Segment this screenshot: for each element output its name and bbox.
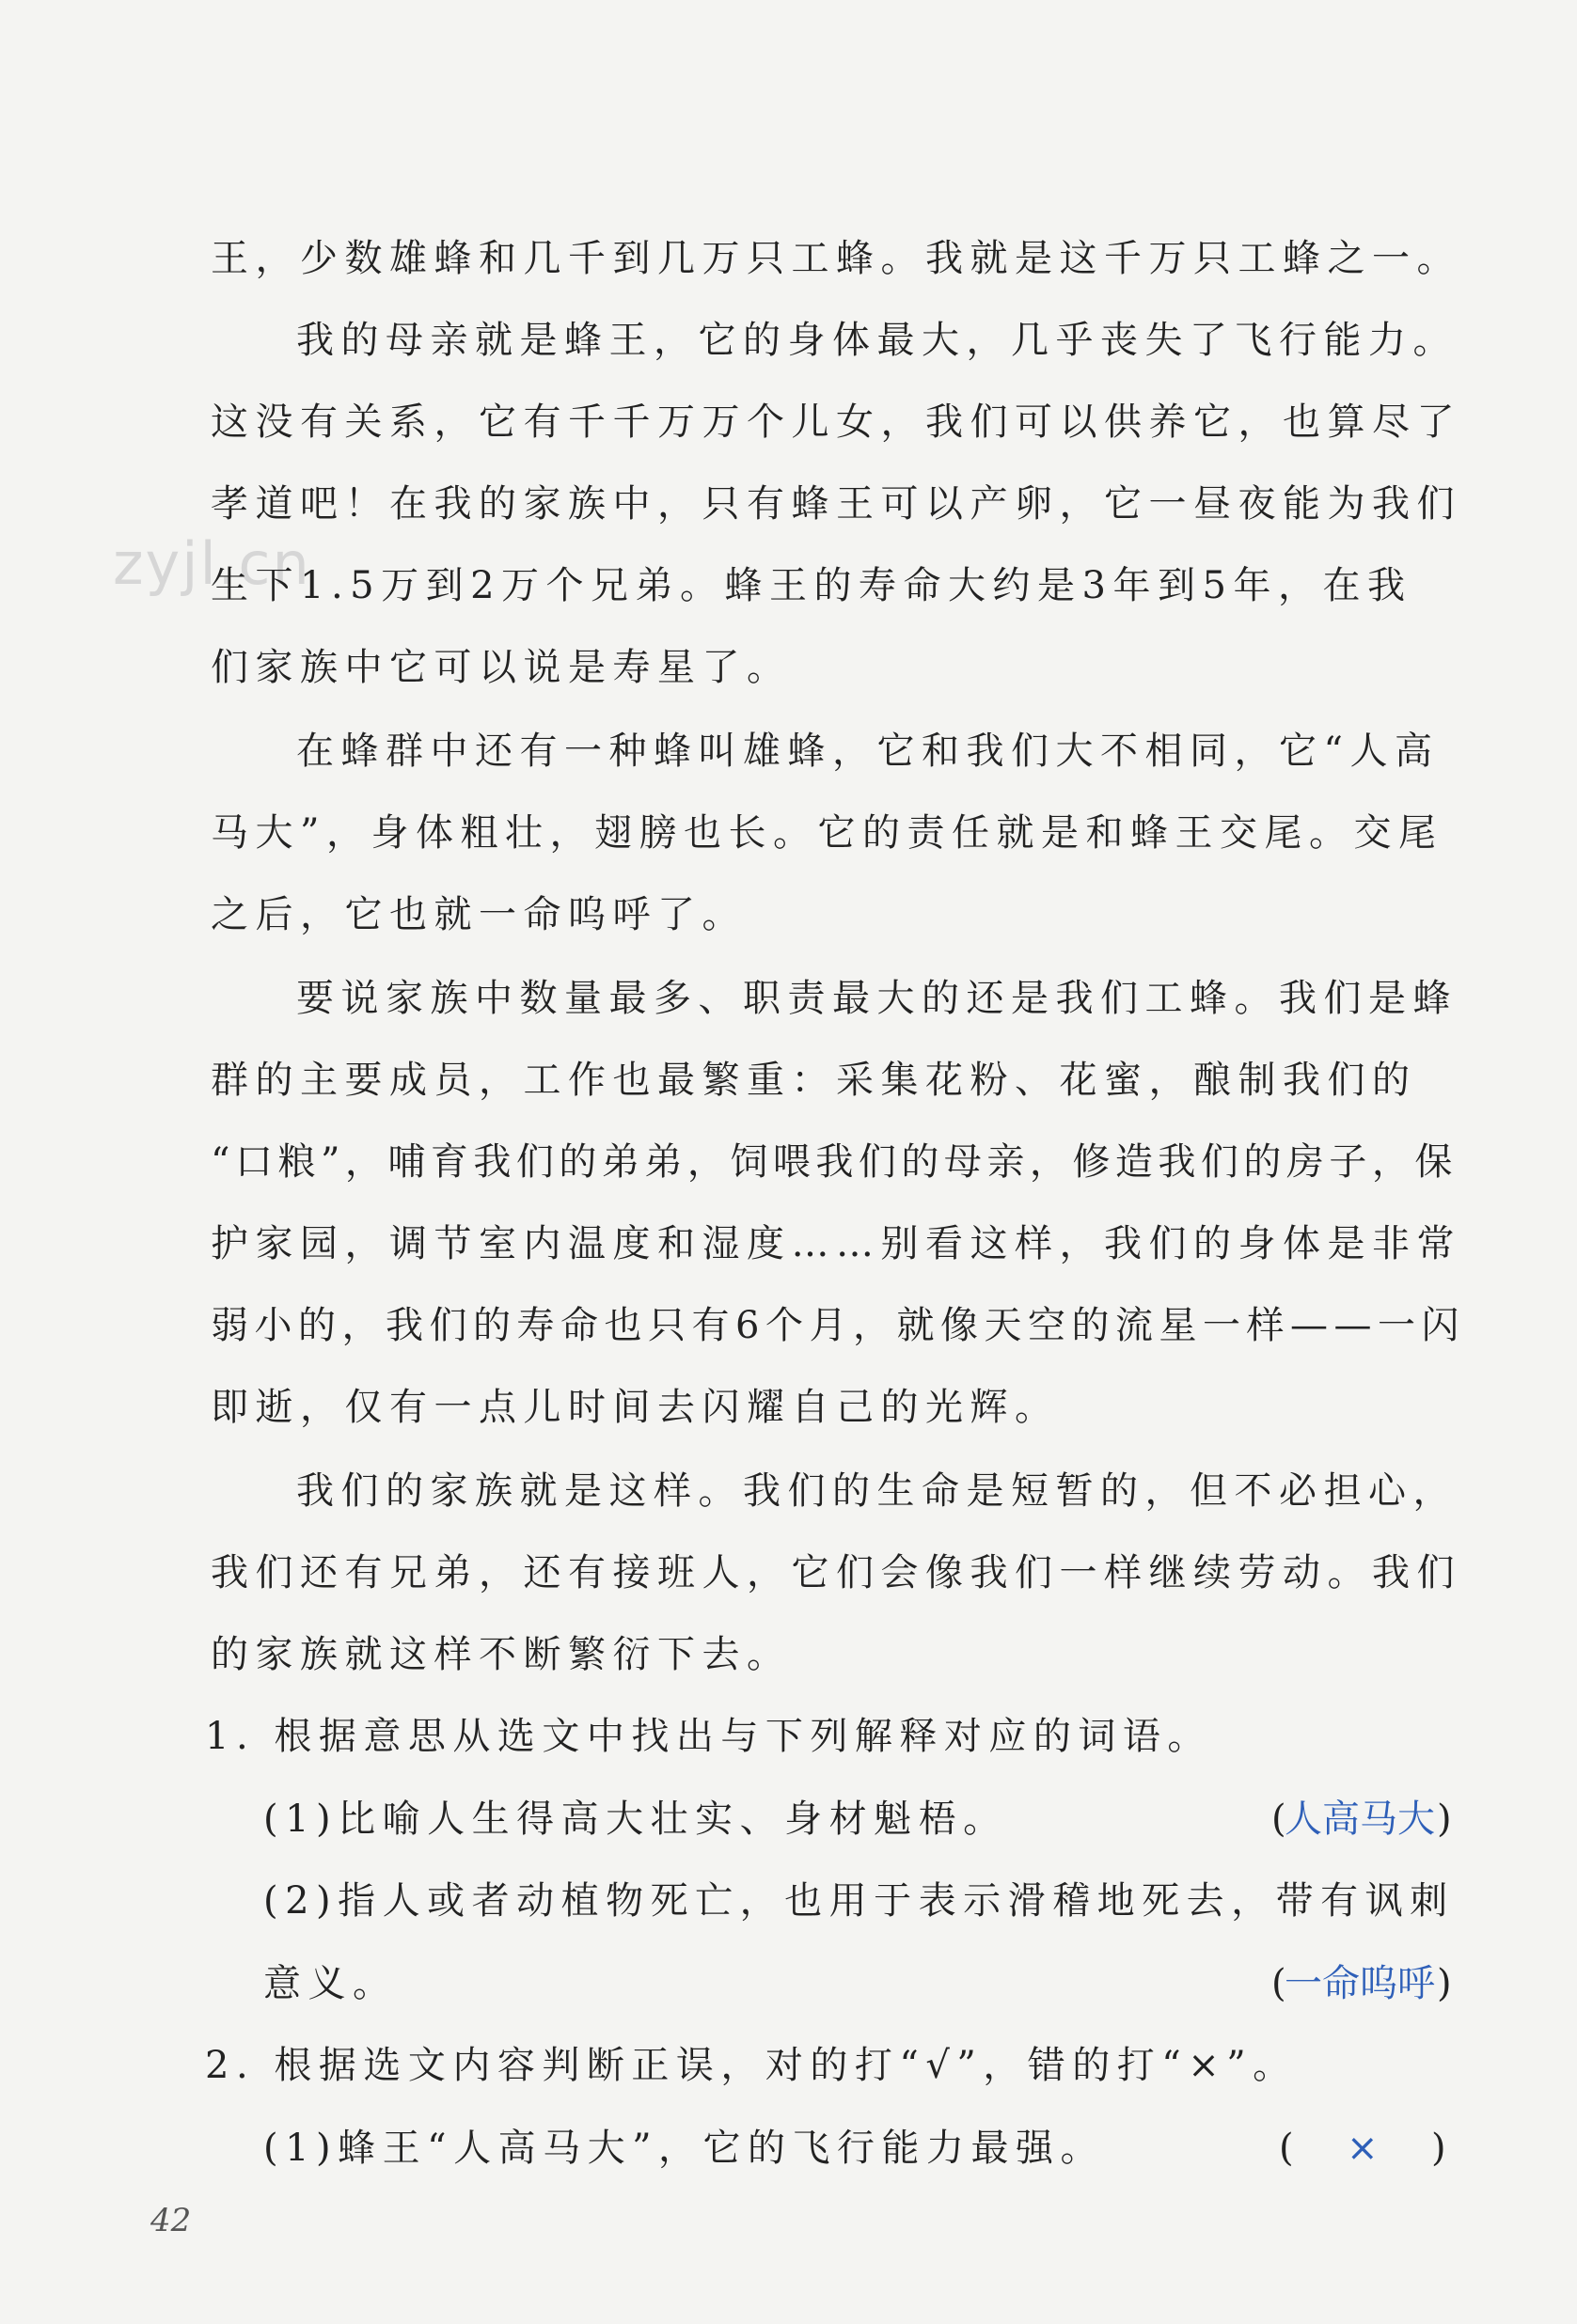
answer-close-paren: ) bbox=[1431, 2127, 1446, 2170]
paragraph-line: 孝道吧！在我的家族中，只有蜂王可以产卵，它一昼夜能为我们 bbox=[211, 482, 1461, 526]
paragraph-line: 这没有关系，它有千千万万个儿女，我们可以供养它，也算尽了 bbox=[211, 400, 1461, 444]
paragraph-line: 之后，它也就一命呜呼了。 bbox=[211, 893, 747, 936]
paragraph-line: 群的主要成员，工作也最繁重：采集花粉、花蜜，酿制我们的 bbox=[211, 1059, 1417, 1102]
question-item: (1)蜂王“人高马大”，它的飞行能力最强。 bbox=[263, 2127, 1106, 2170]
answer-text: 一命呜呼 bbox=[1285, 1962, 1435, 2005]
question-prompt: 2. 根据选文内容判断正误，对的打“√”，错的打“×”。 bbox=[205, 2044, 1298, 2087]
paragraph-line: 要说家族中数量最多、职责最大的还是我们工蜂。我们是蜂 bbox=[296, 977, 1458, 1020]
paragraph-line: 我们还有兄弟，还有接班人，它们会像我们一样继续劳动。我们 bbox=[211, 1551, 1461, 1594]
page-number: 42 bbox=[150, 2202, 192, 2239]
paragraph-line: 王，少数雄蜂和几千到几万只工蜂。我就是这千万只工蜂之一。 bbox=[211, 237, 1461, 280]
answer-text: 人高马大 bbox=[1285, 1798, 1435, 1841]
paragraph-line: 生下1.5万到2万个兄弟。蜂王的寿命大约是3年到5年，在我 bbox=[211, 564, 1412, 607]
paragraph-line: 我们的家族就是这样。我们的生命是短暂的，但不必担心， bbox=[296, 1469, 1458, 1513]
paragraph-line: 即逝，仅有一点儿时间去闪耀自己的光辉。 bbox=[211, 1386, 1060, 1429]
answer-open-paren: ( bbox=[1271, 1962, 1286, 2005]
watermark: zyjl.cn bbox=[113, 529, 311, 598]
question-prompt: 1. 根据意思从选文中找出与下列解释对应的词语。 bbox=[205, 1715, 1212, 1758]
answer-open-paren: ( bbox=[1279, 2127, 1294, 2170]
paragraph-line: “口粮”，哺育我们的弟弟，饲喂我们的母亲，修造我们的房子，保 bbox=[211, 1140, 1458, 1184]
question-item: (1)比喻人生得高大壮实、身材魁梧。 bbox=[263, 1798, 1008, 1841]
paragraph-line: 的家族就这样不断繁衍下去。 bbox=[211, 1633, 792, 1676]
paragraph-line: 们家族中它可以说是寿星了。 bbox=[211, 646, 792, 689]
question-item-continued: 意义。 bbox=[263, 1962, 398, 2005]
paragraph-line: 我的母亲就是蜂王，它的身体最大，几乎丧失了飞行能力。 bbox=[296, 319, 1458, 362]
paragraph-line: 在蜂群中还有一种蜂叫雄蜂，它和我们大不相同，它“人高 bbox=[296, 730, 1440, 773]
question-item: (2)指人或者动植物死亡，也用于表示滑稽地死去，带有讽刺 bbox=[263, 1879, 1455, 1923]
paragraph-line: 马大”，身体粗壮，翅膀也长。它的责任就是和蜂王交尾。交尾 bbox=[211, 811, 1443, 855]
answer-mark: × bbox=[1347, 2127, 1379, 2170]
paragraph-line: 弱小的，我们的寿命也只有6个月，就像天空的流星一样——一闪 bbox=[211, 1304, 1465, 1347]
answer-close-paren: ) bbox=[1437, 1962, 1452, 2005]
answer-close-paren: ) bbox=[1437, 1798, 1452, 1841]
paragraph-line: 护家园，调节室内温度和湿度……别看这样，我们的身体是非常 bbox=[211, 1222, 1461, 1265]
answer-open-paren: ( bbox=[1271, 1798, 1286, 1841]
